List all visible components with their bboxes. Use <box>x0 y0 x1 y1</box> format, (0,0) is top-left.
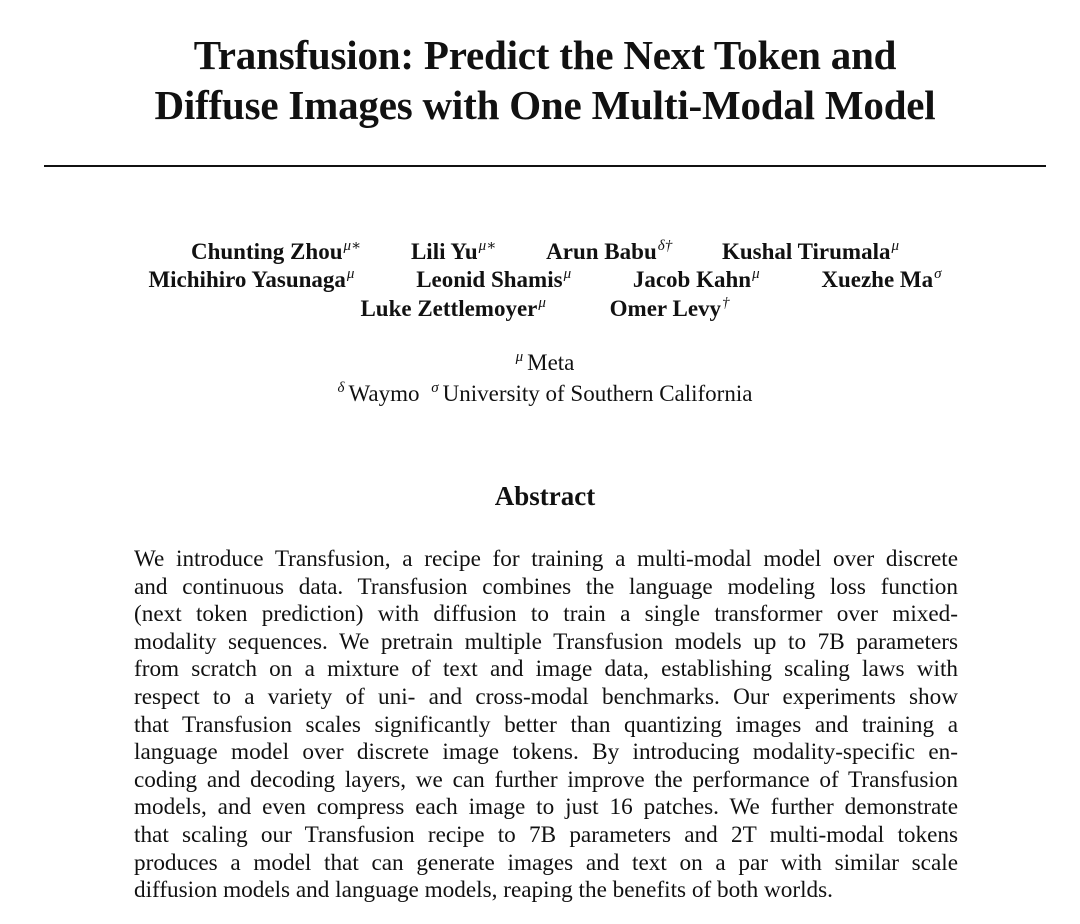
author: Michihiro Yasunaga$^\mu$ <box>148 266 355 292</box>
abstract-line: and continuous data. Transfusion combines the language modeling loss function <box>134 573 958 600</box>
abstract-line: from scratch on a mixture of text and image data, establishing scaling laws with <box>134 656 958 683</box>
abstract-line: respect to a variety of uni- and cross-modal benchmarks. Our experiments show <box>134 683 958 710</box>
author: Omer Levy† <box>609 295 730 321</box>
abstract-line: models, and even compress each image to just 16 patches. We further demonstrate <box>134 794 958 821</box>
affiliation-mark: μ <box>515 349 524 365</box>
author: Arun Babu$^{\delta\dagger}$ <box>546 238 673 264</box>
author: Kushal Tirumala$^\mu$ <box>721 238 900 264</box>
abstract-body <box>134 546 958 905</box>
abstract-line: that Transfusion scales significantly better than quantizing images and training a <box>134 711 958 738</box>
paper-title <box>0 30 1080 130</box>
author: Luke Zettlemoyer$^\mu$ <box>360 295 546 321</box>
author: Leonid Shamis$^\mu$ <box>416 266 572 292</box>
abstract-line: diffusion models and language models, reaping the benefits of both worlds. <box>134 877 833 904</box>
author-row-1 <box>0 237 1080 267</box>
abstract-line: language model over discrete image tokens. By introducing modality-specific en- <box>134 739 958 766</box>
abstract-line: that scaling our Transfusion recipe to 7B parameters and 2T multi-modal tokens <box>134 821 958 848</box>
abstract-line: coding and decoding layers, we can further improve the performance of Transfusion <box>134 766 958 793</box>
affiliation-mark: σ <box>431 380 439 396</box>
author: Lili $Yu^{\mu∗}$ <box>410 238 497 264</box>
title-line-2: Diffuse Images with One Multi-Modal Model <box>154 82 936 128</box>
affiliation-name: Waymo <box>348 381 420 406</box>
title-line-1: Transfusion: Predict the Next Token and <box>193 32 897 78</box>
affiliation-name: University of Southern California <box>442 381 753 406</box>
abstract-heading: Abstract <box>494 481 596 511</box>
abstract-line: modality sequences. We pretrain multiple Transfusion models up to 7B parameters <box>134 628 958 655</box>
abstract-line: (next token prediction) with diffusion to train a single transformer over mixed- <box>134 601 958 628</box>
author-row-3 <box>0 294 1080 324</box>
affiliation-line-1 <box>0 348 1080 378</box>
title-rule <box>44 165 1046 167</box>
author: Jacob Kahn$^\mu$ <box>632 266 760 292</box>
author-row-2 <box>0 265 1080 295</box>
affiliation-mark: δ <box>337 380 345 396</box>
affiliation-name: Meta <box>527 350 575 375</box>
abstract-line: produces a model that can generate images and text on a par with similar scale <box>134 849 958 876</box>
author: Xuezhe $Ma^\sigma$ <box>821 266 942 292</box>
abstract-line: We introduce Transfusion, a recipe for training a multi-modal model over discrete <box>134 546 958 572</box>
author: Chunting Zhou$^{\mu∗}$ <box>190 238 362 264</box>
affiliation-line-2 <box>0 379 1080 409</box>
